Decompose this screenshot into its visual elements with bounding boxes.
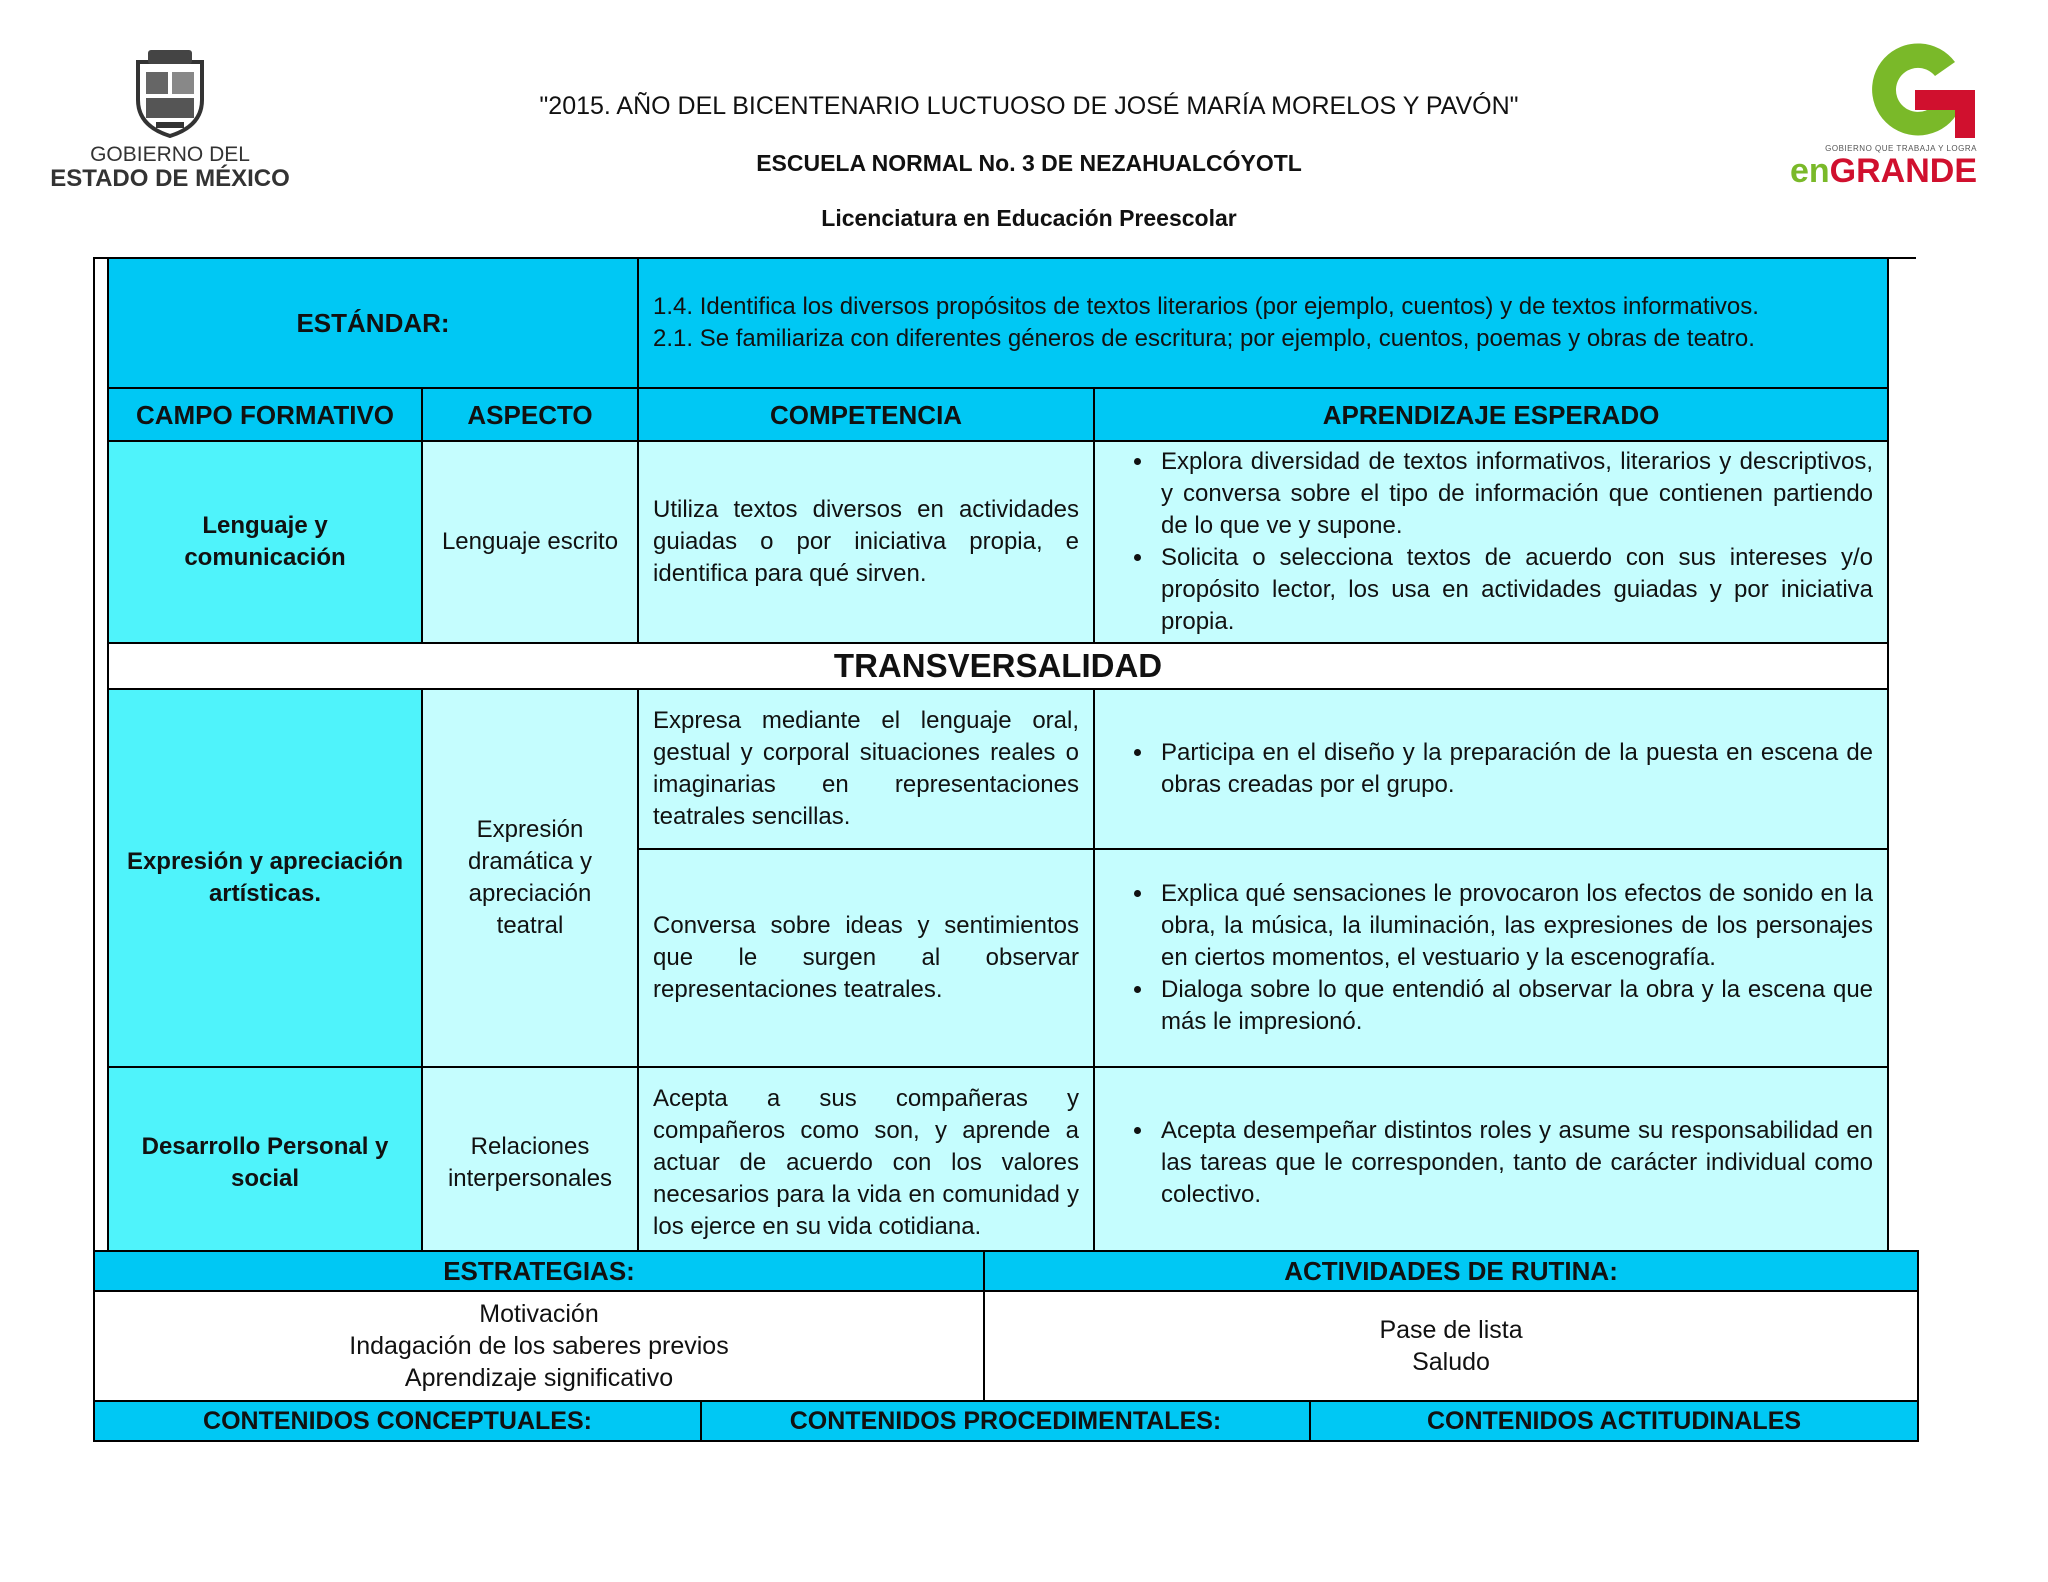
list-item: • Participa en el diseño y la preparación de la puesta en escena de obras creadas por el grupo.: [1155, 737, 1873, 801]
estandar-line-2: 2.1. Se familiariza con diferentes géneros de escritura; por ejemplo, cuentos, poemas y obras de teatro.: [653, 325, 1755, 352]
logo-left-line1: GOBIERNO DEL: [90, 143, 250, 166]
header-year-motto: "2015. AÑO DEL BICENTENARIO LUCTUOSO DE JOSÉ MARÍA MORELOS Y PAVÓN": [539, 92, 1519, 120]
row3-campo: Desarrollo Personal y social: [108, 1067, 422, 1259]
logo-left-line2: ESTADO DE MÉXICO: [50, 165, 290, 192]
brand-en: en: [1789, 152, 1830, 190]
row2-campo: Expresión y apreciación artísticas.: [108, 689, 422, 1067]
list-item: Motivación: [479, 1300, 599, 1328]
list-item: • Explora diversidad de textos informativos, literarios y descriptivos, y conversa sobre el tipo de información que contienen partiendo de lo que ve y supone.: [1155, 446, 1873, 542]
brand-grande: GRANDE: [1829, 152, 1977, 190]
contenidos-actitudinales: CONTENIDOS ACTITUDINALES: [1310, 1401, 1918, 1441]
row2-competencia-b: Conversa sobre ideas y sentimientos que le surgen al observar representaciones teatrales.: [638, 849, 1094, 1067]
row1-aprendizaje: [1094, 441, 1888, 643]
row3-aprendizaje: [1094, 1067, 1888, 1259]
rutina-list: [984, 1291, 1918, 1401]
logo-engrande: [1765, 38, 1985, 208]
logo-right-tagline: GOBIERNO QUE TRABAJA Y LOGRA: [1825, 144, 1977, 153]
row1-campo: Lenguaje y comunicación: [108, 441, 422, 643]
row3-competencia: Acepta a sus compañeras y compañeros como son, y aprende a actuar de acuerdo con los valores necesarios para la vida en comunidad y los ejerce en su vida cotidiana.: [638, 1067, 1094, 1259]
g-logo-icon: [1863, 38, 1977, 142]
row2-competencia-a: Expresa mediante el lenguaje oral, gestual y corporal situaciones reales o imaginarias en representaciones teatrales sencillas.: [638, 689, 1094, 849]
estandar-line-1: 1.4. Identifica los diversos propósitos de textos literarios (por ejemplo, cuentos) y de textos informativos.: [653, 293, 1759, 320]
header-school-name: ESCUELA NORMAL No. 3 DE NEZAHUALCÓYOTL: [756, 150, 1302, 176]
table-row: [108, 1067, 1888, 1259]
logo-gobierno-estado-mexico: [50, 40, 290, 210]
row1-competencia: Utiliza textos diversos en actividades guiadas o por iniciativa propia, e identifica para qué sirven.: [638, 441, 1094, 643]
list-item: Pase de lista: [1379, 1316, 1523, 1344]
col-aprendizaje-esperado: APRENDIZAJE ESPERADO: [1094, 388, 1888, 441]
estandar-text: [638, 258, 1888, 388]
estrategias-list: [94, 1291, 984, 1401]
estrategias-label: ESTRATEGIAS:: [94, 1251, 984, 1291]
list-item: Aprendizaje significativo: [404, 1364, 674, 1392]
row2-aprendizaje-a: [1094, 689, 1888, 849]
row1-aspecto: Lenguaje escrito: [422, 441, 638, 643]
table-row: [108, 689, 1888, 849]
left-rule: [93, 257, 95, 1250]
header-degree: Licenciatura en Educación Preescolar: [821, 205, 1237, 231]
table-row: [108, 441, 1888, 643]
col-campo-formativo: CAMPO FORMATIVO: [108, 388, 422, 441]
planning-table: [107, 257, 1889, 1260]
contenidos-conceptuales: CONTENIDOS CONCEPTUALES:: [94, 1401, 701, 1441]
row2-aspecto: Expresión dramática y apreciación teatral: [422, 689, 638, 1067]
list-item: • Acepta desempeñar distintos roles y asume su responsabilidad en las tareas que le corresponden, tanto de carácter individual como colectivo.: [1155, 1115, 1873, 1211]
row3-aspecto: Relaciones interpersonales: [422, 1067, 638, 1259]
contenidos-procedimentales: CONTENIDOS PROCEDIMENTALES:: [701, 1401, 1310, 1441]
col-aspecto: ASPECTO: [422, 388, 638, 441]
rutina-label: ACTIVIDADES DE RUTINA:: [984, 1251, 1918, 1291]
estandar-label: ESTÁNDAR:: [108, 258, 638, 388]
strategies-table: [93, 1250, 1919, 1442]
list-item: Saludo: [1412, 1348, 1490, 1376]
row2-aprendizaje-b: [1094, 849, 1888, 1067]
list-item: • Dialoga sobre lo que entendió al observar la obra y la escena que más le impresionó.: [1155, 974, 1873, 1038]
col-competencia: COMPETENCIA: [638, 388, 1094, 441]
list-item: • Explica qué sensaciones le provocaron los efectos de sonido en la obra, la música, la iluminación, las expresiones de los personajes en ciertos momentos, el vestuario y la escenografía.: [1155, 878, 1873, 974]
list-item: • Solicita o selecciona textos de acuerdo con sus intereses y/o propósito lector, los usa en actividades guiadas y por iniciativa propia.: [1155, 542, 1873, 638]
list-item: Indagación de los saberes previos: [349, 1332, 729, 1360]
transversalidad-heading: TRANSVERSALIDAD: [108, 643, 1888, 689]
